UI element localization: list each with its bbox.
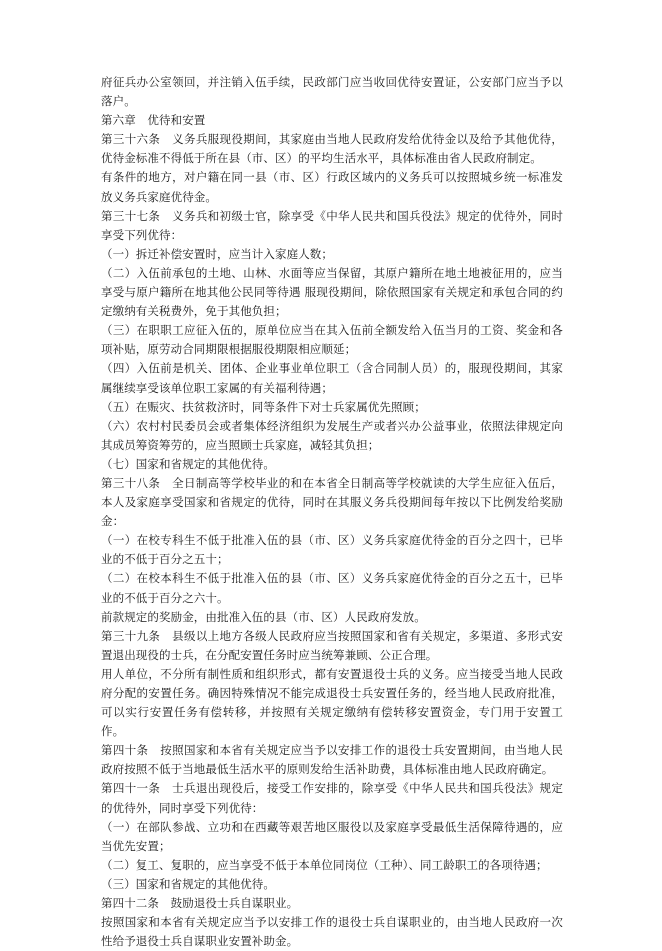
- article-36-paragraph-2: 有条件的地方，对户籍在同一县（市、区）行政区域内的义务兵可以按照城乡统一标准发放义务兵家庭优待金。: [101, 170, 563, 204]
- article-37: 第三十七条 义务兵和初级士官，除享受《中华人民共和国兵役法》规定的优待外，同时享受下列优待：: [101, 208, 563, 242]
- article-40: 第四十条 按照国家和本省有关规定应当予以安排工作的退役士兵安置期间，由当地人民政府按照不低于当地最低生活水平的原则发给生活补助费，具体标准由地人民政府确定。: [101, 743, 563, 777]
- article-41-item-1: （一）在部队参战、立功和在西藏等艰苦地区服役以及家庭享受最低生活保障待遇的，应当优先安置；: [101, 819, 563, 853]
- article-38-item-2: （二）在校本科生不低于批准入伍的县（市、区）义务兵家庭优待金的百分之五十，已毕业的不低于百分之六十。: [101, 571, 563, 605]
- article-38-item-1: （一）在校专科生不低于批准入伍的县（市、区）义务兵家庭优待金的百分之四十，已毕业的不低于百分之五十；: [101, 533, 563, 567]
- document-page: [101, 73, 563, 951]
- article-36: 第三十六条 义务兵服现役期间，其家庭由当地人民政府发给优待金以及给予其他优待，优待金标准不得低于所在县（市、区）的平均生活水平，具体标准由省人民政府制定。: [101, 132, 563, 166]
- article-37-item-5: （五）在赈灾、扶贫救济时，同等条件下对士兵家属优先照顾；: [101, 399, 426, 414]
- article-38-paragraph-2: 前款规定的奖励金，由批准入伍的县（市、区）人民政府发放。: [101, 609, 426, 624]
- paragraph-continuation: 府征兵办公室领回，并注销入伍手续，民政部门应当收回优待安置证，公安部门应当予以落户。: [101, 75, 563, 109]
- article-42-paragraph-2: 按照国家和本省有关规定应当予以安排工作的退役士兵自谋职业的，由当地人民政府一次性给予退役士兵自谋职业安置补助金。: [101, 915, 563, 949]
- article-39: 第三十九条 县级以上地方各级人民政府应当按照国家和省有关规定，多渠道、多形式安置退出现役的士兵，在分配安置任务时应当统筹兼顾、公正合理。: [101, 628, 563, 662]
- article-41: 第四十一条 士兵退出现役后，接受工作安排的，除享受《中华人民共和国兵役法》规定的优待外，同时享受下列优待：: [101, 781, 563, 815]
- article-37-item-7: （七）国家和省规定的其他优待。: [101, 456, 275, 471]
- article-39-paragraph-2: 用人单位，不分所有制性质和组织形式，都有安置退役士兵的义务。应当接受当地人民政府分配的安置任务。确因特殊情况不能完成退役士兵安置任务的，经当地人民政府批准，可以实行安置任务有偿转移，并按照有关规定缴纳有偿转移安置资金，专门用于安置工作。: [101, 666, 563, 739]
- article-37-item-4: （四）入伍前是机关、团体、企业事业单位职工（含合同制人员）的，服现役期间，其家属继续享受该单位职工家属的有关福利待遇；: [101, 361, 563, 395]
- article-37-item-2: （二）入伍前承包的土地、山林、水面等应当保留，其原户籍所在地土地被征用的，应当享受与原户籍所在地其他公民同等待遇 服现役期间，除依照国家有关规定和承包合同的约定缴纳有关税费外，免于其他负担；: [101, 265, 563, 319]
- article-37-item-1: （一）拆迁补偿安置时，应当计入家庭人数；: [101, 246, 333, 261]
- article-37-item-6: （六）农村村民委员会或者集体经济组织为发展生产或者兴办公益事业，依照法律规定向其成员筹资筹劳的，应当照顾士兵家庭，减轻其负担；: [101, 418, 563, 452]
- chapter-heading: 第六章 优待和安置: [101, 113, 206, 128]
- article-37-item-3: （三）在职职工应征入伍的，原单位应当在其入伍前全额发给入伍当月的工资、奖金和各项补贴，原劳动合同期限根据服役期限相应顺延；: [101, 323, 563, 357]
- article-41-item-2: （二）复工、复职的，应当享受不低于本单位同岗位（工种）、同工龄职工的各项待遇；: [101, 857, 548, 872]
- article-42: 第四十二条 鼓励退役士兵自谋职业。: [101, 896, 299, 911]
- article-38: 第三十八条 全日制高等学校毕业的和在本省全日制高等学校就读的大学生应征入伍后，本人及家庭享受国家和省规定的优待，同时在其服义务兵役期间每年按以下比例发给奖励金：: [101, 475, 563, 529]
- article-41-item-3: （三）国家和省规定的其他优待。: [101, 876, 275, 891]
